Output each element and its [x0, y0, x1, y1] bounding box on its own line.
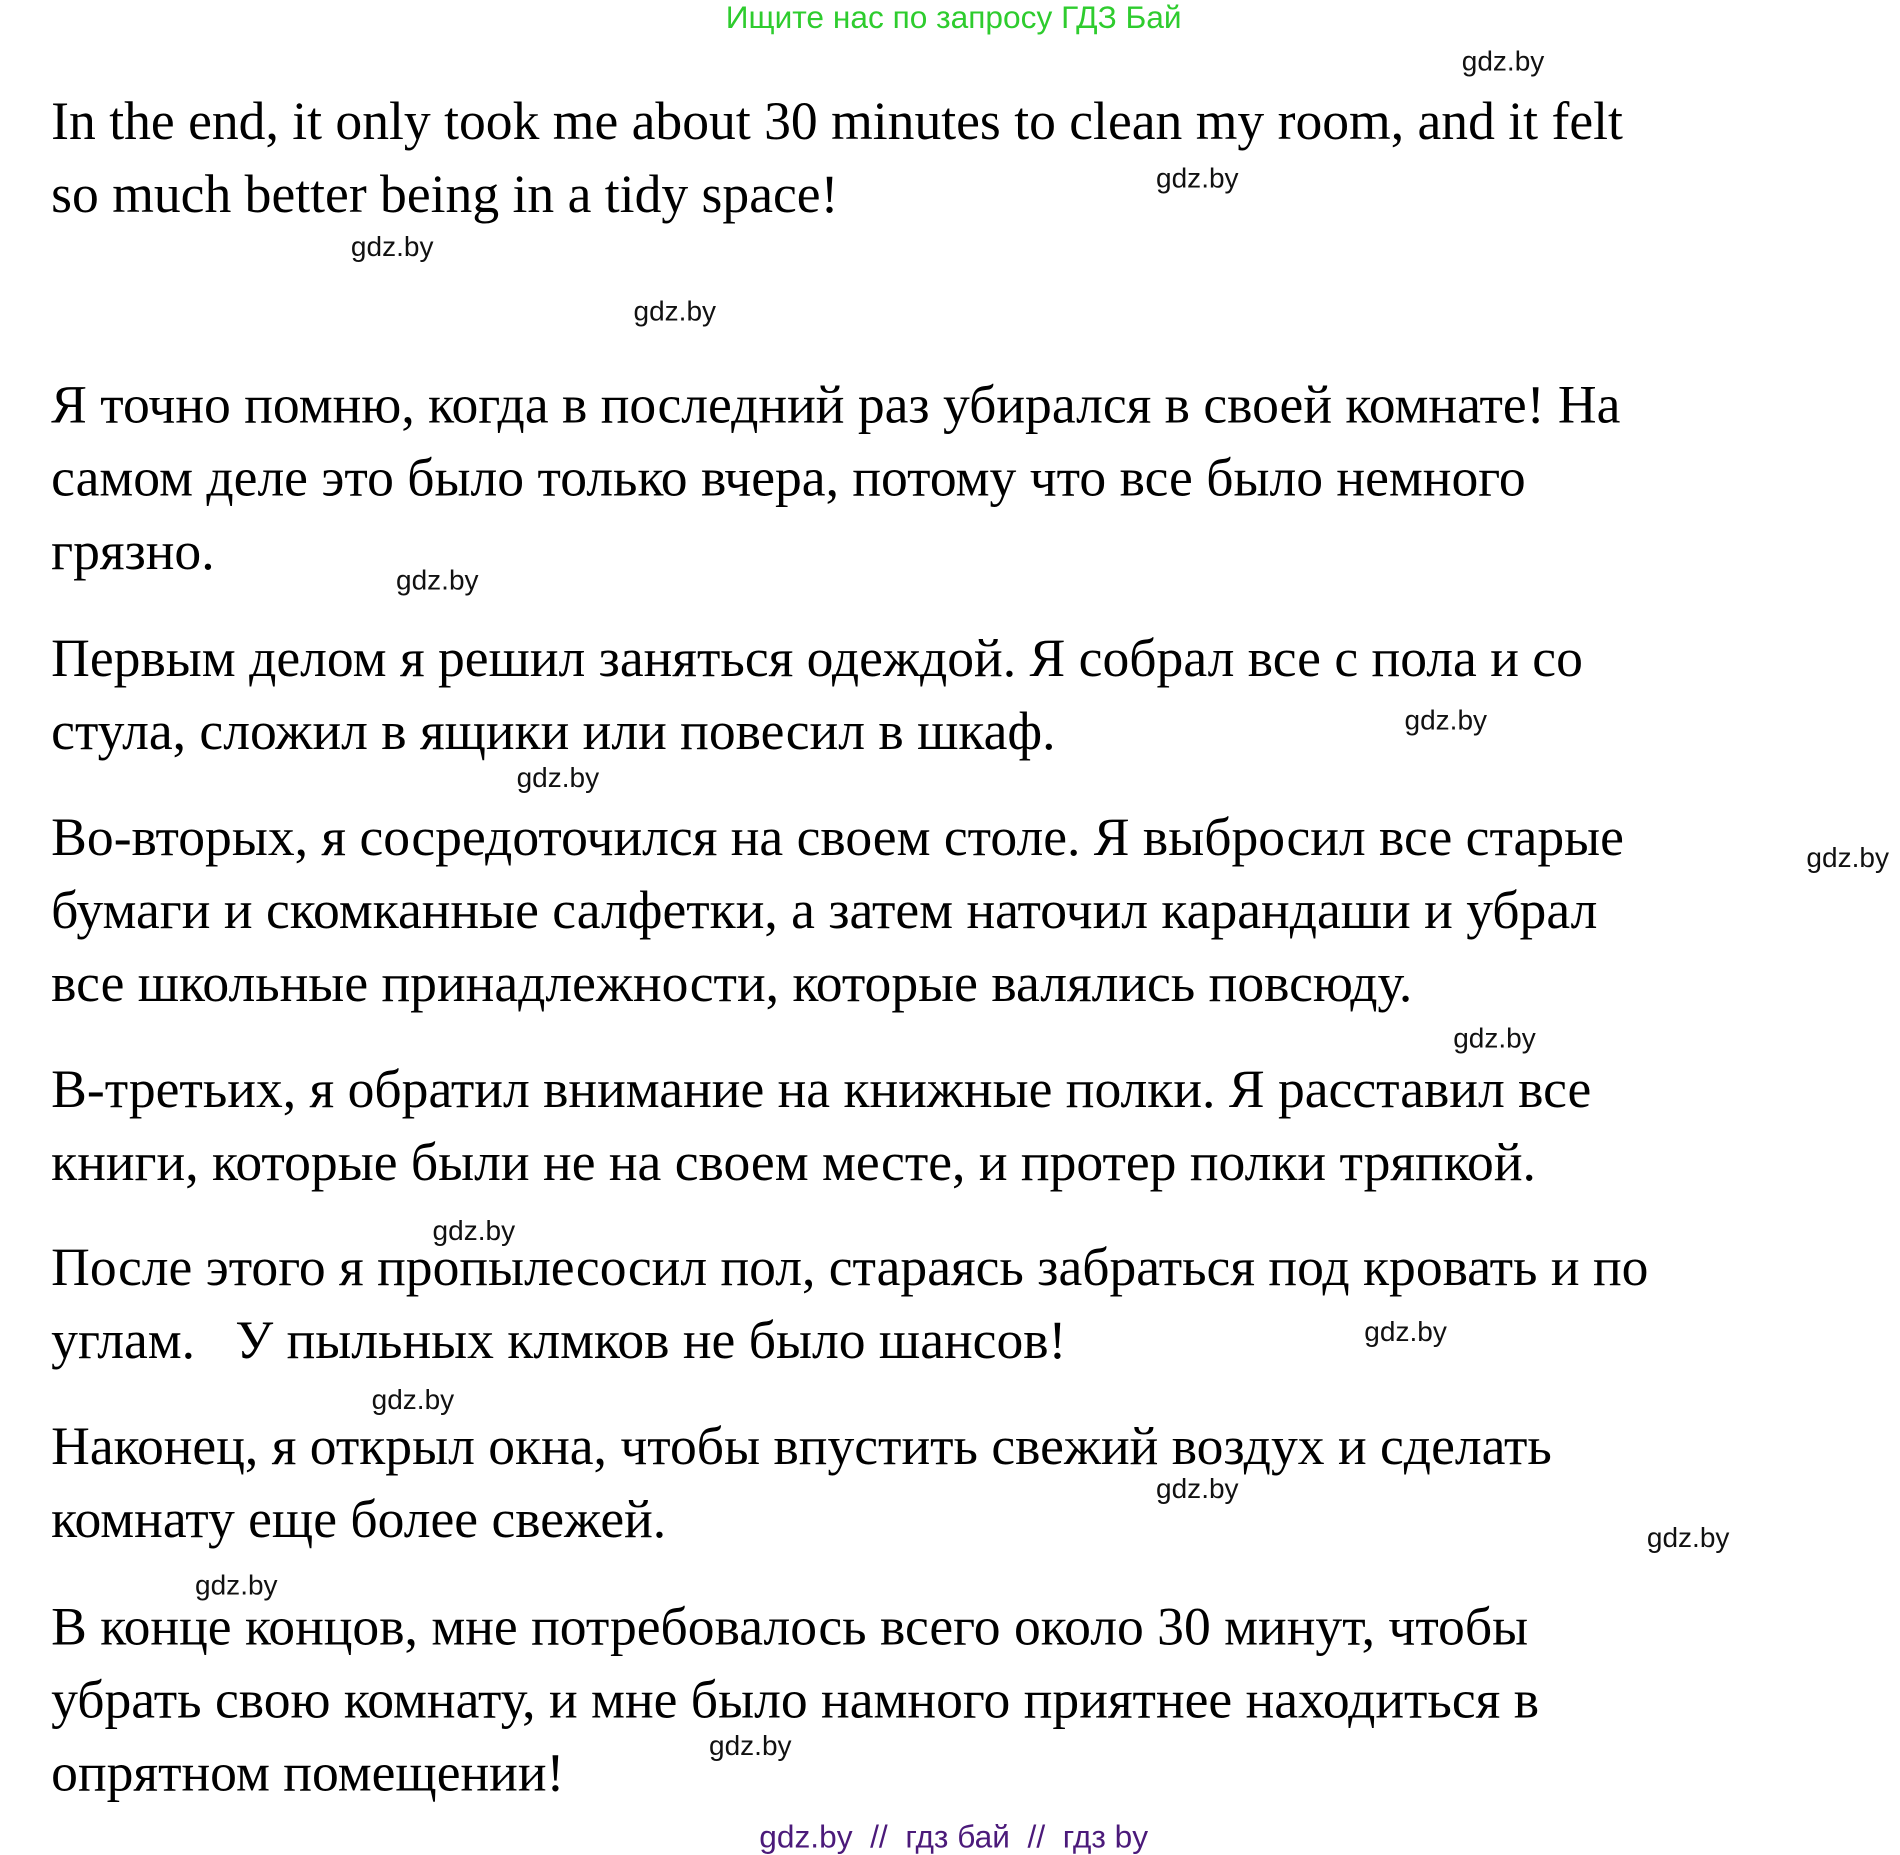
watermark-text: gdz.by — [709, 1729, 792, 1762]
watermark-text: gdz.by — [1453, 1021, 1536, 1054]
paragraph-line: В конце концов, мне потребовалось всего около 30 минут, чтобы — [51, 1596, 1529, 1657]
paragraph — [51, 369, 1620, 588]
footer-links: gdz.by // гдз бай // гдз by — [759, 1818, 1149, 1855]
paragraph — [51, 1054, 1591, 1200]
paragraph-line: самом деле это было только вчера, потому что все было немного — [51, 448, 1526, 508]
paragraph-line: книги, которые были не на своем месте, и протер полки тряпкой. — [51, 1132, 1536, 1193]
watermark-text: gdz.by — [371, 1383, 455, 1416]
paragraph-line: стула, сложил в ящики или повесил в шкаф. — [51, 701, 1056, 762]
watermark-text: gdz.by — [1156, 1472, 1239, 1505]
search-hint-header: Ищите нас по запросу ГДЗ Бай — [725, 0, 1182, 36]
watermark-text: gdz.by — [1806, 841, 1889, 874]
paragraph-line: углам. У пыльных клмков не было шансов! — [51, 1310, 1067, 1371]
paragraph — [51, 1410, 1552, 1556]
watermark-text: gdz.by — [1646, 1521, 1730, 1553]
paragraph-line: комнату еще более свежей. — [51, 1489, 667, 1550]
paragraph-line: In the end, it only took me about 30 minutes to clean my room, and it felt — [51, 91, 1623, 152]
watermark-text: gdz.by — [1364, 1315, 1447, 1348]
paragraph — [51, 622, 1583, 768]
paragraph — [51, 801, 1624, 1020]
paragraph-line: Я точно помню, когда в последний раз убирался в своей комнате! На — [51, 375, 1621, 435]
watermark-text: gdz.by — [350, 230, 434, 262]
paragraph-line: Во-вторых, я сосредоточился на своем столе. Я выбросил все старые — [51, 807, 1624, 868]
paragraph-line: Наконец, я открыл окна, чтобы впустить свежий воздух и сделать — [51, 1416, 1552, 1477]
watermark-text: gdz.by — [195, 1568, 278, 1601]
paragraph-line: so much better being in a tidy space! — [51, 164, 839, 225]
paragraph-line: все школьные принадлежности, которые валялись повсюду. — [51, 953, 1413, 1014]
paragraph — [51, 1231, 1648, 1377]
watermark-text: gdz.by — [633, 294, 717, 327]
paragraph-line: опрятном помещении! — [51, 1742, 565, 1803]
watermark-text: gdz.by — [1461, 45, 1545, 77]
paragraph-line: бумаги и скомканные салфетки, а затем наточил карандаши и убрал — [51, 880, 1598, 941]
watermark-text: gdz.by — [516, 761, 600, 793]
paragraph — [51, 1591, 1539, 1810]
paragraph-line: убрать свою комнату, и мне было намного приятнее находиться в — [51, 1669, 1540, 1730]
paragraph-line: Первым делом я решил заняться одеждой. Я собрал все с пола и со — [51, 628, 1583, 689]
paragraph — [51, 85, 1623, 231]
watermark-text: gdz.by — [1404, 704, 1488, 736]
watermark-text: gdz.by — [1156, 161, 1239, 194]
paragraph-line: После этого я пропылесосил пол, стараясь забраться под кровать и по — [51, 1237, 1649, 1298]
watermark-text: gdz.by — [395, 563, 479, 596]
watermark-text: gdz.by — [432, 1214, 516, 1247]
paragraph-line: грязно. — [51, 521, 215, 581]
paragraph-line: В-третьих, я обратил внимание на книжные полки. Я расставил все — [51, 1059, 1592, 1120]
